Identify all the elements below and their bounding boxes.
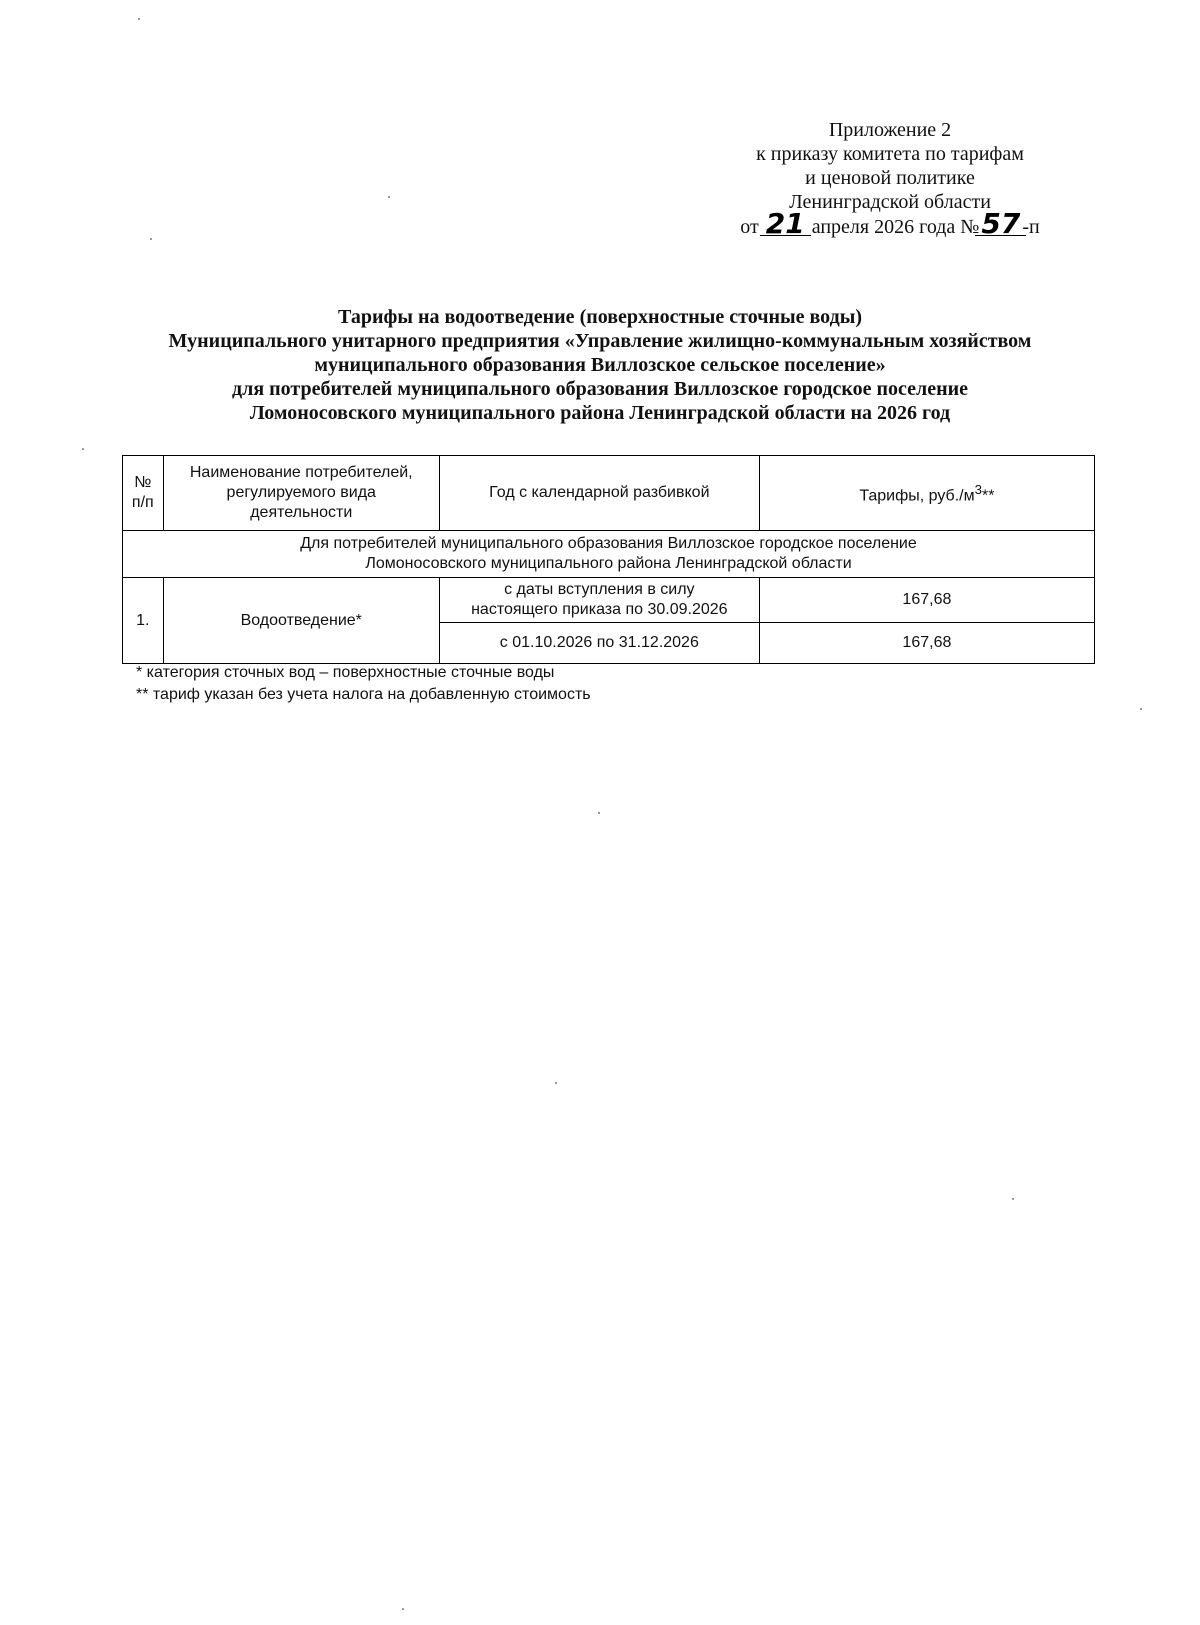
header-year: Год с календарной разбивкой [439, 456, 759, 531]
row-name: Водоотведение* [163, 578, 439, 664]
scan-speck [555, 1082, 557, 1084]
appendix-line-4: Ленинградской области [789, 191, 991, 213]
scan-speck [82, 448, 84, 450]
group-line-2: Ломоносовского муниципального района Ленинградской области [365, 555, 852, 572]
title-line-2: Муниципального унитарного предприятия «Управление жилищно-коммунальным хозяйством [168, 330, 1032, 352]
appendix-block [700, 118, 1080, 239]
appendix-line-2: к приказу комитета по тарифам [756, 143, 1024, 165]
document-title [60, 305, 1140, 425]
header-tariff-suffix: ** [982, 487, 995, 505]
scan-speck [138, 18, 140, 20]
appendix-title: Приложение 2 [828, 119, 952, 141]
row-num: 1. [123, 578, 164, 664]
title-line-4: для потребителей муниципального образования Виллозское городское поселение [231, 378, 969, 400]
header-tariff-main: Тарифы, руб./м [859, 487, 975, 505]
scan-speck [1140, 708, 1142, 710]
order-suffix: -п [1022, 216, 1040, 238]
tariff-table [122, 455, 1095, 664]
footnote-2: ** тариф указан без учета налога на добавленную стоимость [136, 686, 591, 703]
title-line-1: Тарифы на водоотведение (поверхностные сточные воды) [338, 306, 862, 328]
header-num-line-1: № [134, 474, 152, 491]
appendix-line-3: и ценовой политике [805, 167, 975, 189]
header-name [163, 456, 439, 531]
header-num [123, 456, 164, 531]
handwritten-day: 21 [765, 207, 805, 240]
scan-speck [402, 1608, 404, 1610]
header-name-line-2: регулируемого вида [226, 484, 376, 501]
row-tariff: 167,68 [759, 578, 1094, 623]
scan-speck [1012, 1198, 1014, 1200]
row-period-line-1: с даты вступления в силу [504, 581, 695, 598]
footnote-1: * категория сточных вод – поверхностные сточные воды [136, 664, 555, 681]
row-period: с 01.10.2026 по 31.12.2026 [439, 623, 759, 664]
header-tariff [759, 456, 1094, 531]
row-tariff: 167,68 [759, 623, 1094, 664]
scan-speck [388, 196, 390, 198]
handwritten-order-number: 57 [981, 207, 1021, 240]
row-period [439, 578, 759, 623]
title-line-5: Ломоносовского муниципального района Ленинградской области на 2026 год [249, 402, 951, 424]
table-header-row [123, 456, 1095, 531]
group-cell [123, 531, 1095, 578]
header-name-line-1: Наименование потребителей, [189, 464, 413, 481]
date-middle: апреля 2026 года № [811, 216, 980, 238]
footnotes [136, 662, 1036, 706]
header-name-line-3: деятельности [250, 504, 353, 521]
table-row [123, 578, 1095, 623]
scan-speck [150, 238, 152, 240]
header-tariff-sup: 3 [974, 481, 983, 497]
group-row [123, 531, 1095, 578]
group-line-1: Для потребителей муниципального образования Виллозское городское поселение [300, 535, 917, 552]
date-prefix: от [740, 216, 759, 238]
scan-speck [598, 812, 600, 814]
header-num-line-2: п/п [131, 494, 154, 511]
appendix-date-line [700, 207, 1080, 240]
row-period-line-2: настоящего приказа по 30.09.2026 [471, 601, 728, 618]
title-line-3: муниципального образования Виллозское сельское поселение» [314, 354, 886, 376]
